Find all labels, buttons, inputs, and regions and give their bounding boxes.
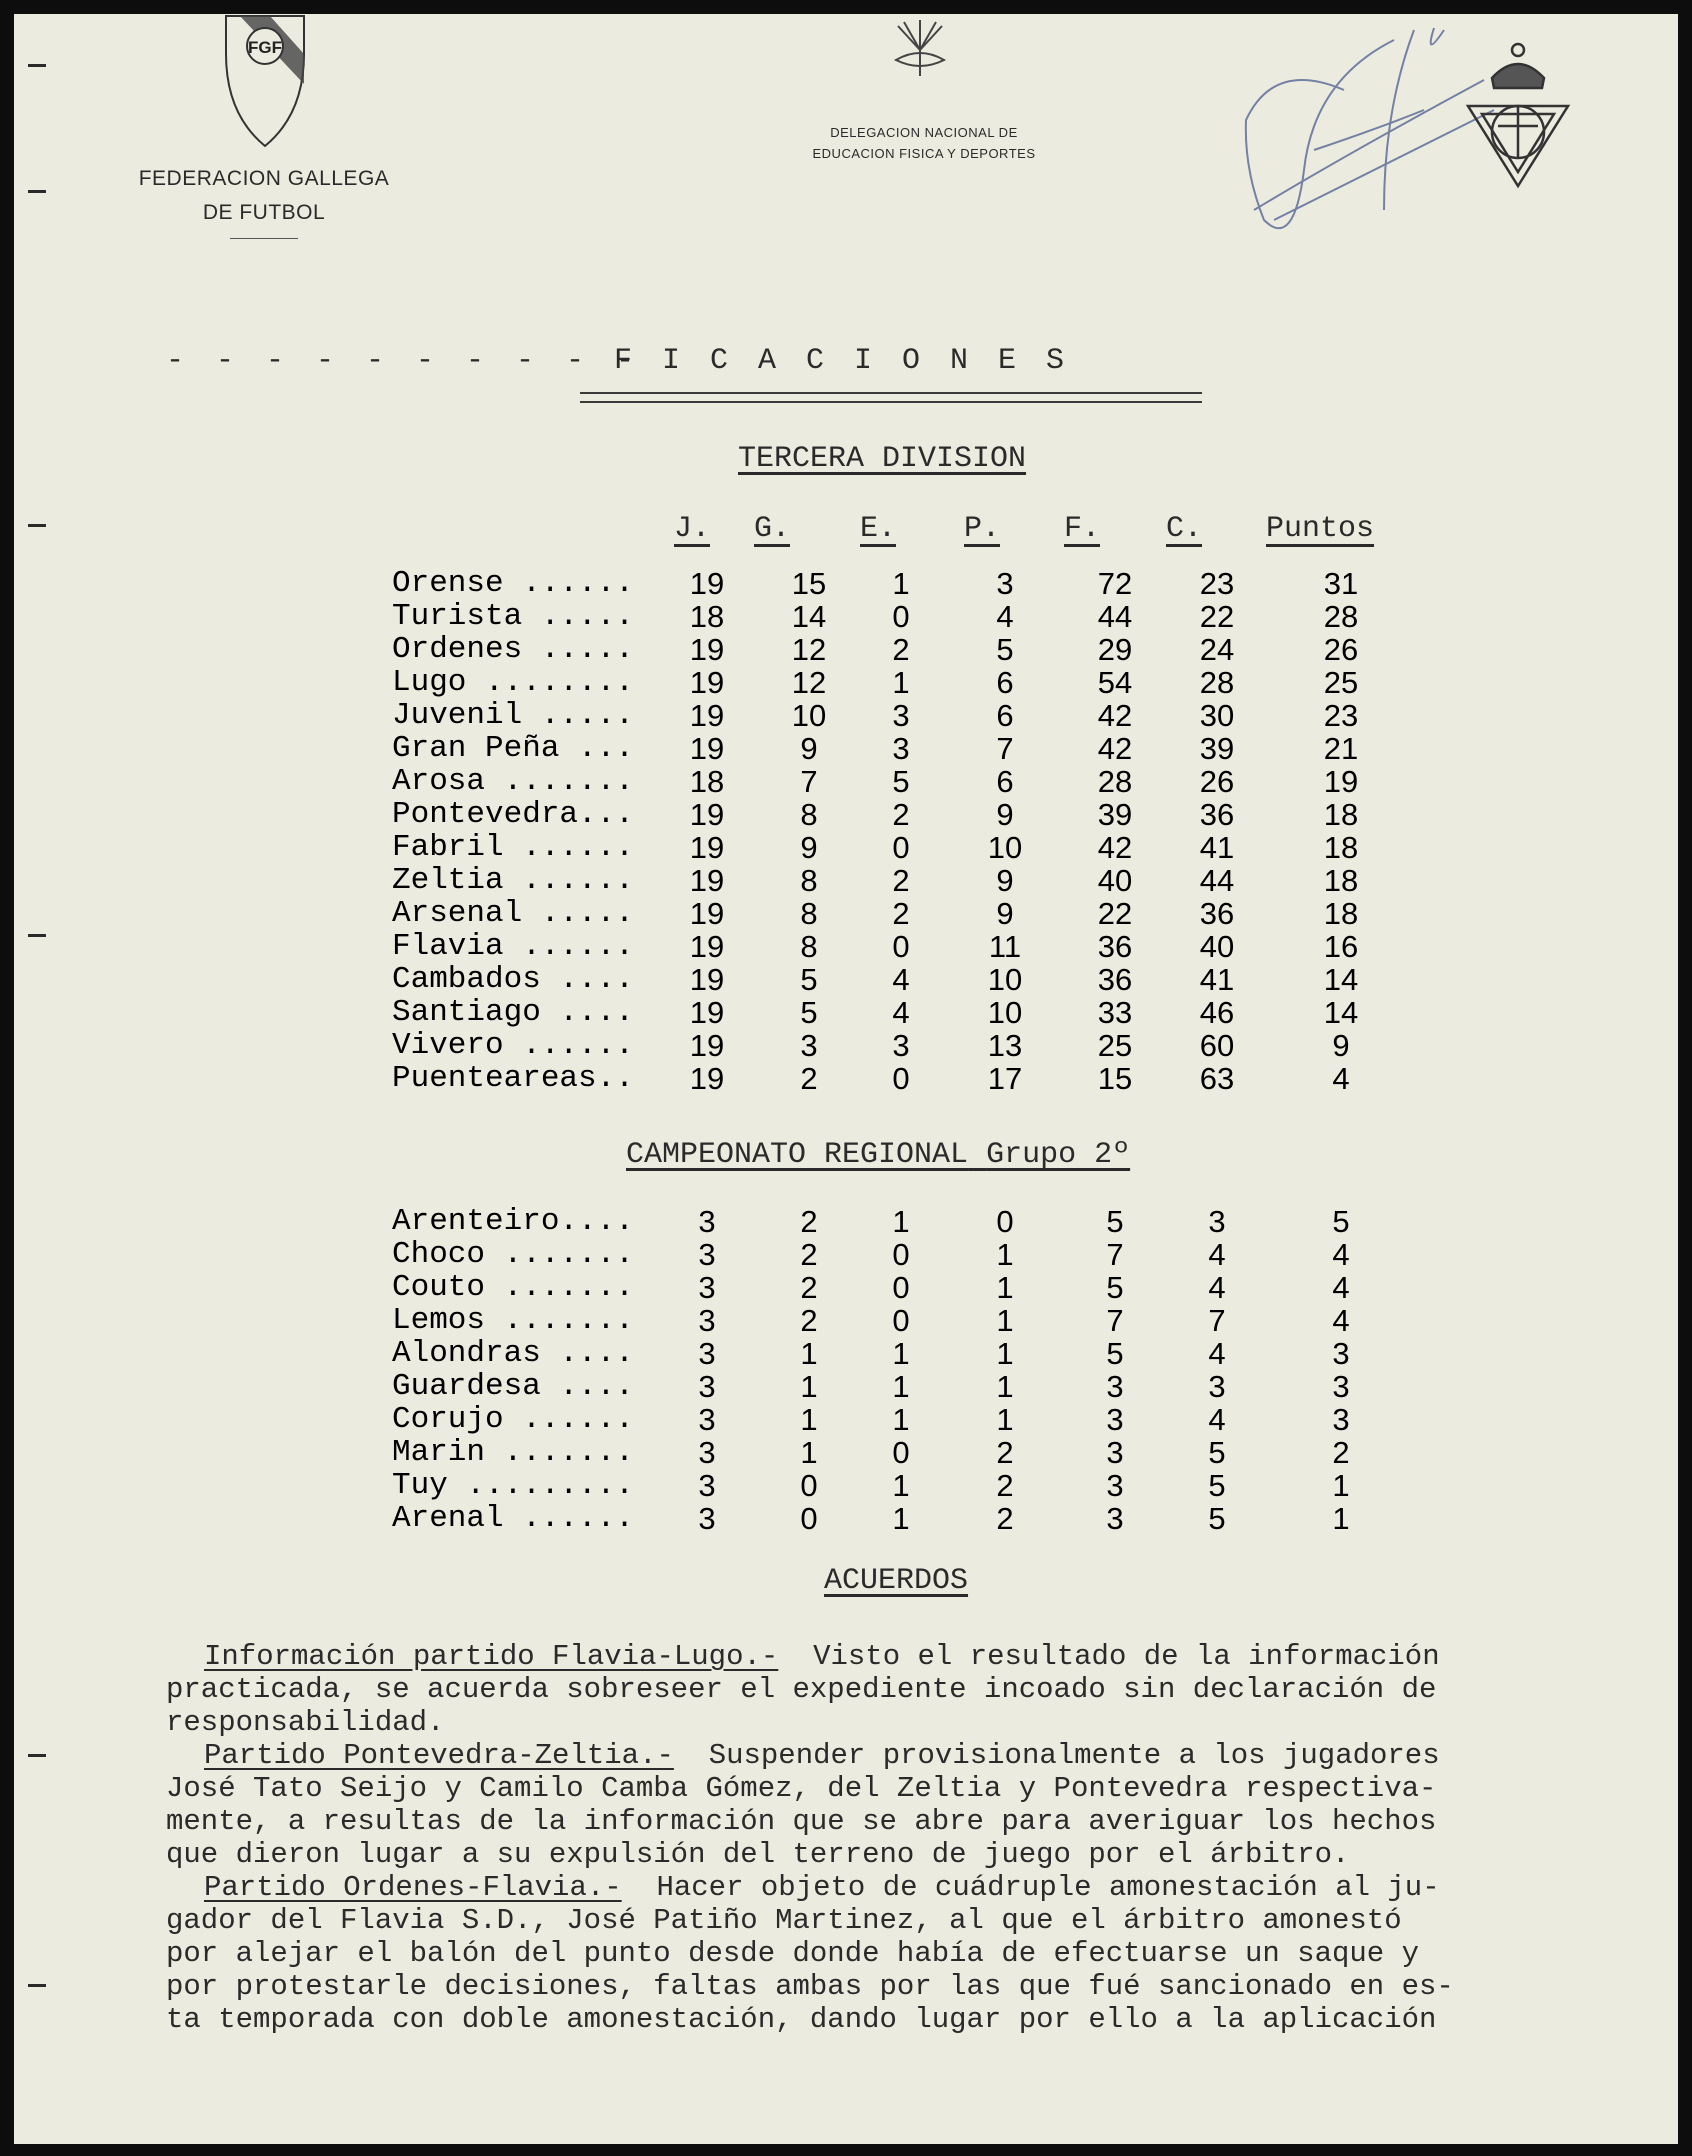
stat-e: 2	[892, 632, 910, 667]
stat-e: 2	[892, 896, 910, 931]
stat-e: 1	[892, 1402, 910, 1437]
stat-j: 19	[689, 830, 725, 865]
stat-e: 3	[892, 698, 910, 733]
stat-c: 7	[1208, 1303, 1226, 1338]
stat-j: 19	[689, 962, 725, 997]
team-name: Lemos .......	[392, 1303, 634, 1338]
acuerdo-2-line-4: que dieron lugar a su expulsión del terreno de juego por el árbitro.	[166, 1838, 1350, 1871]
stat-f: 7	[1106, 1237, 1124, 1272]
regional-heading	[626, 1138, 1130, 1172]
stat-j: 3	[698, 1237, 716, 1272]
stat-e: 0	[892, 1237, 910, 1272]
federation-shield-logo	[220, 14, 310, 149]
stat-f: 42	[1097, 830, 1133, 865]
stat-c: 41	[1199, 962, 1235, 997]
tercera-standings-row	[14, 865, 1614, 897]
stat-e: 1	[892, 1468, 910, 1503]
stat-f: 39	[1097, 797, 1133, 832]
team-name: Guardesa ....	[392, 1369, 634, 1404]
regional-standings-row	[14, 1371, 1614, 1403]
acuerdo-2-line-1: Suspender provisionalmente a los jugadores	[673, 1739, 1440, 1772]
stat-c: 30	[1199, 698, 1235, 733]
stat-f: 42	[1097, 698, 1133, 733]
stat-g: 3	[800, 1028, 818, 1063]
stat-e: 5	[892, 764, 910, 799]
stat-e: 3	[892, 1028, 910, 1063]
stat-f: 3	[1106, 1402, 1124, 1437]
tercera-standings-row	[14, 1063, 1614, 1095]
stat-e: 4	[892, 962, 910, 997]
margin-punch-mark	[28, 190, 46, 193]
margin-punch-mark	[28, 1754, 46, 1757]
stat-j: 3	[698, 1270, 716, 1305]
stat-f: 40	[1097, 863, 1133, 898]
stat-pts: 14	[1323, 962, 1359, 997]
stat-j: 3	[698, 1369, 716, 1404]
acuerdo-flavia-lugo	[166, 1640, 1666, 1739]
stat-p: 2	[996, 1468, 1014, 1503]
team-name: Lugo ........	[392, 665, 634, 700]
tercera-standings-row	[14, 832, 1614, 864]
stat-p: 11	[988, 929, 1022, 964]
stat-pts: 21	[1323, 731, 1359, 766]
stat-p: 1	[996, 1303, 1014, 1338]
stat-j: 19	[689, 698, 725, 733]
stat-p: 5	[996, 632, 1014, 667]
tercera-standings-row	[14, 766, 1614, 798]
regional-standings-row	[14, 1338, 1614, 1370]
stat-j: 19	[689, 632, 725, 667]
stat-g: 2	[800, 1303, 818, 1338]
acuerdo-2-line-2: José Tato Seijo y Camilo Camba Gómez, del Zeltia y Pontevedra respectiva-	[166, 1772, 1437, 1805]
stat-e: 2	[892, 797, 910, 832]
stat-pts: 3	[1332, 1402, 1350, 1437]
stat-c: 41	[1199, 830, 1235, 865]
document-page	[14, 14, 1678, 2144]
stat-c: 24	[1199, 632, 1235, 667]
stat-f: 22	[1097, 896, 1133, 931]
yoke-arrows-emblem	[890, 16, 950, 86]
acuerdo-pontevedra-zeltia	[166, 1739, 1666, 1871]
stat-g: 8	[800, 896, 818, 931]
stat-j: 19	[689, 1061, 725, 1096]
acuerdos-heading: ACUERDOS	[824, 1564, 969, 1598]
stat-pts: 4	[1332, 1270, 1350, 1305]
margin-punch-mark	[28, 1984, 46, 1987]
stat-c: 5	[1208, 1468, 1226, 1503]
team-name: Juvenil .....	[392, 698, 634, 733]
stat-c: 39	[1199, 731, 1235, 766]
stat-pts: 23	[1323, 698, 1359, 733]
regional-standings-row	[14, 1239, 1614, 1271]
stat-c: 5	[1208, 1501, 1226, 1536]
stat-c: 40	[1199, 929, 1235, 964]
stat-j: 3	[698, 1336, 716, 1371]
stat-pts: 1	[1332, 1468, 1350, 1503]
tercera-standings-row	[14, 568, 1614, 600]
stat-f: 3	[1106, 1468, 1124, 1503]
margin-punch-mark	[28, 64, 46, 67]
stat-pts: 28	[1323, 599, 1359, 634]
stat-g: 0	[800, 1501, 818, 1536]
stat-c: 23	[1199, 566, 1235, 601]
federation-name	[94, 162, 434, 230]
stat-pts: 31	[1323, 566, 1359, 601]
stat-g: 5	[800, 995, 818, 1030]
stat-p: 6	[996, 698, 1014, 733]
stat-f: 42	[1097, 731, 1133, 766]
stat-pts: 19	[1323, 764, 1359, 799]
stat-g: 15	[791, 566, 827, 601]
stat-e: 0	[892, 1303, 910, 1338]
stat-c: 28	[1199, 665, 1235, 700]
tercera-standings-row	[14, 964, 1614, 996]
regional-standings-row	[14, 1206, 1614, 1238]
stat-f: 7	[1106, 1303, 1124, 1338]
stat-e: 0	[892, 1270, 910, 1305]
stat-j: 3	[698, 1402, 716, 1437]
team-name: Gran Peña ...	[392, 731, 634, 766]
stat-g: 0	[800, 1468, 818, 1503]
crowned-crest-logo	[1462, 36, 1574, 192]
stat-c: 3	[1208, 1369, 1226, 1404]
stat-f: 54	[1097, 665, 1133, 700]
team-name: Corujo ......	[392, 1402, 634, 1437]
stat-p: 1	[996, 1402, 1014, 1437]
stat-c: 36	[1199, 797, 1235, 832]
team-name: Marin .......	[392, 1435, 634, 1470]
stat-g: 2	[800, 1061, 818, 1096]
stat-pts: 18	[1323, 830, 1359, 865]
tercera-standings-row	[14, 931, 1614, 963]
stat-e: 1	[892, 566, 910, 601]
acuerdo-2-label: Partido Pontevedra-Zeltia.-	[204, 1739, 674, 1772]
acuerdo-3-line-4: por protestarle decisiones, faltas ambas por las que fué sancionado en es-	[166, 1970, 1454, 2003]
stat-g: 8	[800, 929, 818, 964]
acuerdos-body	[166, 1640, 1666, 2036]
acuerdo-1-line-1: Visto el resultado de la información	[778, 1640, 1440, 1673]
col-header-p: P.	[964, 512, 1001, 546]
stat-f: 44	[1097, 599, 1133, 634]
acuerdo-3-line-1: Hacer objeto de cuádruple amonestación al ju-	[621, 1871, 1440, 1904]
stat-c: 4	[1208, 1237, 1226, 1272]
stat-j: 19	[689, 566, 725, 601]
stat-g: 9	[800, 731, 818, 766]
tercera-division-heading: TERCERA DIVISION	[738, 442, 1027, 476]
stat-p: 10	[987, 830, 1023, 865]
stat-g: 10	[791, 698, 827, 733]
stat-c: 4	[1208, 1336, 1226, 1371]
stat-f: 36	[1097, 962, 1133, 997]
stat-c: 44	[1199, 863, 1235, 898]
stat-j: 19	[689, 797, 725, 832]
svg-text:FGF: FGF	[248, 38, 282, 57]
stat-c: 26	[1199, 764, 1235, 799]
stat-j: 18	[689, 599, 725, 634]
stat-g: 1	[800, 1369, 818, 1404]
regional-standings-row	[14, 1503, 1614, 1535]
team-name: Zeltia ......	[392, 863, 634, 898]
stat-g: 9	[800, 830, 818, 865]
tercera-standings-row	[14, 667, 1614, 699]
tercera-standings-row	[14, 997, 1614, 1029]
stat-f: 15	[1097, 1061, 1133, 1096]
delegation-line-1: DELEGACION NACIONAL DE	[830, 125, 1018, 140]
team-name: Couto .......	[392, 1270, 634, 1305]
stat-g: 8	[800, 797, 818, 832]
stat-e: 0	[892, 1435, 910, 1470]
stat-j: 3	[698, 1435, 716, 1470]
stat-p: 10	[987, 995, 1023, 1030]
acuerdo-1-label: Información partido Flavia-Lugo.-	[204, 1640, 779, 1673]
stat-e: 1	[892, 1204, 910, 1239]
stat-e: 2	[892, 863, 910, 898]
stat-c: 4	[1208, 1402, 1226, 1437]
stat-p: 7	[996, 731, 1014, 766]
acuerdo-3-label: Partido Ordenes-Flavia.-	[204, 1871, 622, 1904]
stat-f: 5	[1106, 1336, 1124, 1371]
stat-j: 18	[689, 764, 725, 799]
stat-j: 19	[689, 731, 725, 766]
stat-g: 7	[800, 764, 818, 799]
team-name: Ordenes .....	[392, 632, 634, 667]
stat-pts: 18	[1323, 797, 1359, 832]
stat-f: 5	[1106, 1204, 1124, 1239]
stat-f: 33	[1097, 995, 1133, 1030]
stat-j: 3	[698, 1204, 716, 1239]
acuerdo-1-line-3: responsabilidad.	[166, 1706, 445, 1739]
col-header-f: F.	[1064, 512, 1101, 546]
team-name: Choco .......	[392, 1237, 634, 1272]
col-header-j: J.	[674, 512, 711, 546]
stat-f: 3	[1106, 1369, 1124, 1404]
team-name: Cambados ....	[392, 962, 634, 997]
stat-g: 12	[791, 665, 827, 700]
team-name: Arsenal .....	[392, 896, 634, 931]
tercera-standings-row	[14, 898, 1614, 930]
acuerdo-2-line-3: mente, a resultas de la información que se abre para averiguar los hechos	[166, 1805, 1437, 1838]
stat-pts: 2	[1332, 1435, 1350, 1470]
stat-p: 2	[996, 1435, 1014, 1470]
stat-p: 3	[996, 566, 1014, 601]
stat-f: 36	[1097, 929, 1133, 964]
stat-pts: 9	[1332, 1028, 1350, 1063]
stat-p: 10	[987, 962, 1023, 997]
stat-j: 19	[689, 929, 725, 964]
stat-c: 63	[1199, 1061, 1235, 1096]
stat-f: 29	[1097, 632, 1133, 667]
stat-e: 0	[892, 830, 910, 865]
margin-punch-mark	[28, 934, 46, 937]
team-name: Puenteareas..	[392, 1061, 634, 1096]
stat-j: 19	[689, 896, 725, 931]
stat-g: 2	[800, 1270, 818, 1305]
stat-p: 1	[996, 1369, 1014, 1404]
col-header-puntos: Puntos	[1266, 512, 1375, 546]
stat-c: 5	[1208, 1435, 1226, 1470]
stat-p: 17	[987, 1061, 1023, 1096]
regional-heading-group: Grupo 2º	[986, 1138, 1131, 1172]
stat-pts: 14	[1323, 995, 1359, 1030]
stat-c: 3	[1208, 1204, 1226, 1239]
stat-j: 19	[689, 1028, 725, 1063]
stat-g: 12	[791, 632, 827, 667]
stat-f: 72	[1097, 566, 1133, 601]
stat-pts: 18	[1323, 896, 1359, 931]
stat-pts: 4	[1332, 1237, 1350, 1272]
stat-j: 3	[698, 1303, 716, 1338]
stat-g: 8	[800, 863, 818, 898]
team-name: Turista .....	[392, 599, 634, 634]
stat-g: 1	[800, 1402, 818, 1437]
stat-g: 2	[800, 1237, 818, 1272]
stat-f: 28	[1097, 764, 1133, 799]
regional-standings-row	[14, 1305, 1614, 1337]
stat-pts: 3	[1332, 1336, 1350, 1371]
team-name: Pontevedra...	[392, 797, 634, 832]
stat-g: 2	[800, 1204, 818, 1239]
col-header-g: G.	[754, 512, 791, 546]
stat-g: 1	[800, 1435, 818, 1470]
regional-standings-row	[14, 1437, 1614, 1469]
stat-j: 3	[698, 1468, 716, 1503]
stat-p: 13	[987, 1028, 1023, 1063]
team-name: Orense ......	[392, 566, 634, 601]
stat-j: 3	[698, 1501, 716, 1536]
stat-p: 1	[996, 1237, 1014, 1272]
title-dashes: - - - - - - - - - -	[166, 344, 642, 378]
team-name: Flavia ......	[392, 929, 634, 964]
stat-j: 19	[689, 863, 725, 898]
regional-heading-main: CAMPEONATO REGIONAL	[626, 1138, 969, 1172]
stat-e: 0	[892, 929, 910, 964]
stat-p: 0	[996, 1204, 1014, 1239]
tercera-standings-row	[14, 799, 1614, 831]
stat-j: 19	[689, 665, 725, 700]
federation-name-line-2: DE FUTBOL	[202, 201, 326, 224]
stat-pts: 18	[1323, 863, 1359, 898]
tercera-standings-row	[14, 601, 1614, 633]
stat-e: 1	[892, 665, 910, 700]
stat-c: 4	[1208, 1270, 1226, 1305]
tercera-standings-row	[14, 700, 1614, 732]
stat-p: 1	[996, 1336, 1014, 1371]
stat-e: 3	[892, 731, 910, 766]
stat-g: 5	[800, 962, 818, 997]
stat-g: 1	[800, 1336, 818, 1371]
stat-pts: 25	[1323, 665, 1359, 700]
stat-f: 5	[1106, 1270, 1124, 1305]
stat-p: 4	[996, 599, 1014, 634]
team-name: Arenal ......	[392, 1501, 634, 1536]
stat-p: 6	[996, 665, 1014, 700]
stat-p: 9	[996, 797, 1014, 832]
stat-f: 25	[1097, 1028, 1133, 1063]
stat-e: 1	[892, 1336, 910, 1371]
stat-e: 0	[892, 599, 910, 634]
team-name: Tuy .........	[392, 1468, 634, 1503]
tercera-standings-row	[14, 634, 1614, 666]
stat-p: 9	[996, 896, 1014, 931]
stat-f: 3	[1106, 1435, 1124, 1470]
stat-pts: 26	[1323, 632, 1359, 667]
stat-pts: 16	[1323, 929, 1359, 964]
stat-c: 22	[1199, 599, 1235, 634]
stat-j: 19	[689, 995, 725, 1030]
tercera-standings-row	[14, 733, 1614, 765]
acuerdo-ordenes-flavia	[166, 1871, 1666, 2036]
stat-g: 14	[791, 599, 827, 634]
stat-e: 1	[892, 1369, 910, 1404]
page-title: FICACIONES	[614, 344, 1095, 378]
regional-standings-row	[14, 1470, 1614, 1502]
stat-c: 60	[1199, 1028, 1235, 1063]
team-name: Arosa .......	[392, 764, 634, 799]
stat-pts: 5	[1332, 1204, 1350, 1239]
stat-pts: 1	[1332, 1501, 1350, 1536]
col-header-c: C.	[1166, 512, 1203, 546]
stat-c: 46	[1199, 995, 1235, 1030]
acuerdo-3-line-5: ta temporada con doble amonestación, dando lugar por ello a la aplicación	[166, 2003, 1437, 2036]
delegation-name	[754, 122, 1094, 164]
title-double-underline	[580, 392, 1202, 403]
acuerdo-3-line-3: por alejar el balón del punto desde donde había de efectuarse un saque y	[166, 1937, 1420, 1970]
team-name: Vivero ......	[392, 1028, 634, 1063]
tercera-standings-row	[14, 1030, 1614, 1062]
stat-f: 3	[1106, 1501, 1124, 1536]
stat-p: 2	[996, 1501, 1014, 1536]
stat-p: 9	[996, 863, 1014, 898]
delegation-line-2: EDUCACION FISICA Y DEPORTES	[812, 146, 1036, 161]
regional-standings-row	[14, 1272, 1614, 1304]
team-name: Arenteiro....	[392, 1204, 634, 1239]
stat-pts: 4	[1332, 1303, 1350, 1338]
stat-pts: 3	[1332, 1369, 1350, 1404]
stat-pts: 4	[1332, 1061, 1350, 1096]
team-name: Santiago ....	[392, 995, 634, 1030]
regional-standings-row	[14, 1404, 1614, 1436]
margin-punch-mark	[28, 524, 46, 527]
stat-p: 1	[996, 1270, 1014, 1305]
stat-p: 6	[996, 764, 1014, 799]
col-header-e: E.	[860, 512, 897, 546]
stat-e: 1	[892, 1501, 910, 1536]
team-name: Fabril ......	[392, 830, 634, 865]
team-name: Alondras ....	[392, 1336, 634, 1371]
stat-c: 36	[1199, 896, 1235, 931]
acuerdo-3-line-2: gador del Flavia S.D., José Patiño Martinez, al que el árbitro amonestó	[166, 1904, 1402, 1937]
stat-e: 4	[892, 995, 910, 1030]
header-divider	[230, 238, 298, 239]
stat-e: 0	[892, 1061, 910, 1096]
acuerdo-1-line-2: practicada, se acuerda sobreseer el expediente incoado sin declaración de	[166, 1673, 1437, 1706]
federation-name-line-1: FEDERACION GALLEGA	[138, 167, 390, 190]
